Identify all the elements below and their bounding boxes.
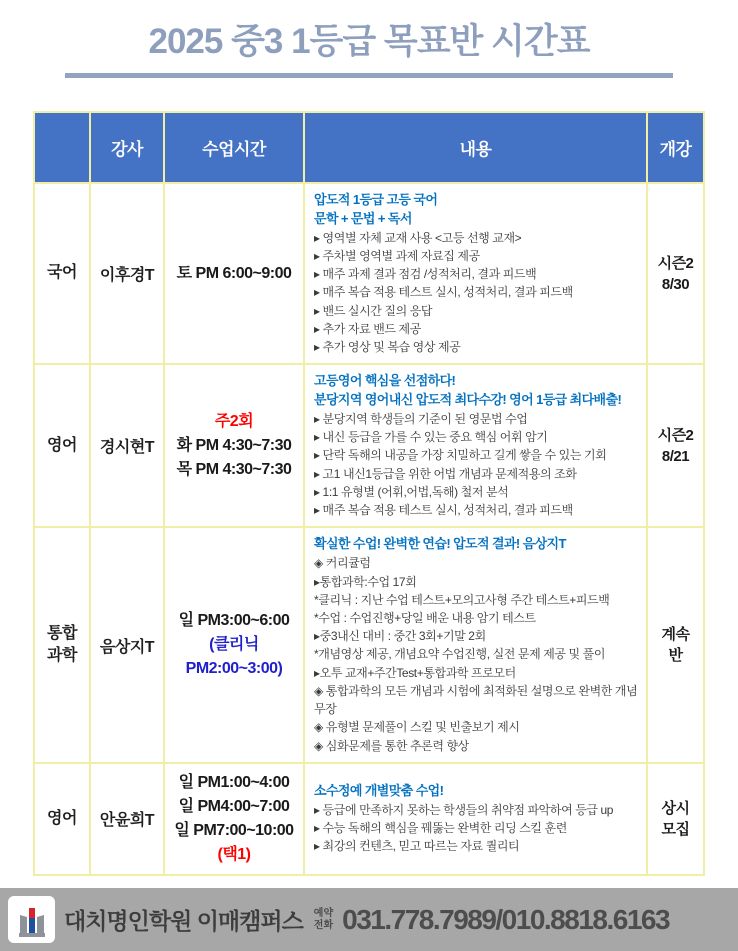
- teacher-cell: 음상지T: [90, 527, 164, 762]
- academy-logo: [8, 896, 55, 943]
- subject-cell: [34, 527, 90, 762]
- opening-cell: [647, 183, 704, 364]
- table-row: [34, 364, 704, 527]
- subject-cell: [34, 364, 90, 527]
- content-line: ▸ 추가 자료 밴드 제공: [314, 321, 421, 336]
- content-cell: [304, 183, 647, 364]
- opening-line: 8/21: [661, 447, 690, 465]
- schedule-line: 일 PM1:00~4:00: [178, 773, 290, 791]
- content-heading-line: 문학 + 문법 + 독서: [314, 210, 412, 226]
- content-line: ▸ 분당지역 학생들의 기준이 된 영문법 수업: [314, 412, 528, 427]
- schedule-line: 일 PM3:00~6:00: [178, 612, 290, 630]
- content-line: ▸ 고1 내신1등급을 위한 어법 개념과 문제적용의 조화: [314, 466, 577, 481]
- schedule-line: 일 PM4:00~7:00: [178, 797, 290, 815]
- subject-line: 통합: [47, 624, 77, 642]
- content-line: ▸ 내신 등급을 가를 수 있는 중요 핵심 어휘 암기: [314, 430, 548, 445]
- content-line: ▸오투 교재+주간Test+통합과학 프로모터: [314, 665, 516, 680]
- content-line: ▸ 주차별 영역별 과제 자료집 제공: [314, 248, 480, 263]
- phone-label-line2: 전화: [313, 919, 334, 931]
- opening-cell: [647, 763, 704, 875]
- content-line: ◈ 심화문제를 통한 추론력 향상: [314, 738, 469, 753]
- schedule-cell: [164, 527, 304, 762]
- phone-label: [314, 908, 333, 931]
- opening-cell: [647, 364, 704, 527]
- content-line: ◈ 통합과학의 모든 개념과 시험에 최적화된 설명으로 완벽한 개념무장: [314, 683, 638, 717]
- schedule-line: 일 PM7:00~10:00: [174, 821, 294, 839]
- timetable: [33, 111, 705, 876]
- schedule-line: 토 PM 6:00~9:00: [176, 264, 292, 282]
- timetable-body: [34, 183, 704, 875]
- content-line: *수업 : 수업진행+당일 배운 내용 암기 테스트: [314, 610, 536, 625]
- content-line: ◈ 커리큘럼: [314, 556, 371, 571]
- content-line: ▸중3내신 대비 : 중간 3회+기말 2회: [314, 629, 486, 644]
- schedule-cell: [164, 763, 304, 875]
- content-heading-line: 압도적 1등급 고등 국어: [314, 192, 438, 207]
- schedule-cell: [164, 364, 304, 527]
- opening-line: 8/30: [661, 275, 690, 293]
- content-cell: [304, 527, 647, 762]
- academy-name: 대치명인학원 이매캠퍼스: [64, 908, 303, 934]
- subject-cell: [34, 763, 90, 875]
- footer: [0, 888, 738, 951]
- content-line: ▸ 영역별 자체 교재 사용 <고등 선행 교재>: [314, 230, 522, 245]
- content-line: ▸ 등급에 만족하지 못하는 학생들의 취약점 파악하여 등급 up: [314, 802, 614, 817]
- opening-line: 모집: [661, 820, 690, 838]
- schedule-line: 화 PM 4:30~7:30: [176, 436, 292, 454]
- content-line: *클리닉 : 지난 수업 테스트+모의고사형 주간 테스트+피드백: [314, 592, 610, 607]
- phone-label-line1: 예약: [313, 908, 334, 919]
- content-cell: [304, 763, 647, 875]
- opening-line: 시즌2: [657, 254, 694, 272]
- opening-line: 상시: [661, 799, 690, 817]
- content-line: ◈ 유형별 문제풀이 스킬 및 빈출보기 제시: [314, 720, 520, 735]
- content-heading-line: 확실한 수업! 완벽한 연습! 압도적 결과! 음상지T: [314, 536, 566, 552]
- header-class-time: 수업시간: [164, 112, 304, 183]
- content-line: ▸ 매주 과제 결과 점검 /성적처리, 결과 피드백: [314, 267, 537, 282]
- opening-line: 계속: [661, 626, 690, 644]
- header-subject: [34, 112, 90, 183]
- opening-cell: [647, 527, 704, 762]
- subject-line: 국어: [47, 264, 77, 282]
- subject-line: 과학: [47, 647, 77, 665]
- content-line: ▸ 추가 영상 및 복습 영상 제공: [314, 340, 461, 355]
- teacher-cell: 이후경T: [90, 183, 164, 364]
- content-line: *개념영상 제공, 개념요약 수업진행, 실전 문제 제공 및 풀이: [314, 647, 606, 662]
- academy-logo-icon: [14, 902, 50, 938]
- content-line: ▸ 단락 독해의 내공을 가장 치밀하고 길게 쌓을 수 있는 기회: [314, 448, 607, 463]
- table-row: [34, 763, 704, 875]
- content-line: ▸ 최강의 컨텐츠, 믿고 따르는 자료 퀄리티: [314, 839, 520, 854]
- opening-line: 시즌2: [657, 426, 694, 444]
- opening-line: 반: [668, 647, 683, 665]
- schedule-line: 주2회: [214, 412, 254, 430]
- title-underline: [65, 73, 673, 78]
- table-row: [34, 183, 704, 364]
- teacher-cell: 경시현T: [90, 364, 164, 527]
- schedule-line: (택1): [217, 845, 251, 863]
- content-line: ▸ 수능 독해의 핵심을 꿰뚫는 완벽한 리딩 스킬 훈련: [314, 821, 567, 836]
- content-line: ▸ 매주 복습 적용 테스트 실시, 성적처리, 결과 피드백: [314, 285, 573, 300]
- schedule-line: 목 PM 4:30~7:30: [176, 460, 292, 478]
- header-content: 내용: [304, 112, 647, 183]
- subject-cell: [34, 183, 90, 364]
- header-opening: 개강: [647, 112, 704, 183]
- content-heading-line: 소수정예 개별맞춤 수업!: [314, 783, 444, 799]
- content-line: ▸ 매주 복습 적용 테스트 실시, 성적처리, 결과 피드백: [314, 503, 573, 518]
- schedule-cell: [164, 183, 304, 364]
- teacher-cell: 안윤희T: [90, 763, 164, 875]
- table-row: [34, 527, 704, 762]
- content-line: ▸통합과학:수업 17회: [314, 574, 417, 589]
- content-heading-line: 고등영어 핵심을 선점하다!: [314, 373, 456, 389]
- content-line: ▸ 밴드 실시간 질의 응답: [314, 303, 433, 318]
- table-header-row: [34, 112, 704, 183]
- subject-line: 영어: [47, 436, 77, 454]
- content-line: ▸ 1:1 유형별 (어휘,어법,독해) 철저 분석: [314, 484, 509, 499]
- subject-line: 영어: [47, 809, 77, 827]
- header-teacher: 강사: [90, 112, 164, 183]
- content-cell: [304, 364, 647, 527]
- schedule-line: (클리닉 PM2:00~3:00): [185, 636, 283, 678]
- phone-number: 031.778.7989/010.8818.6163: [342, 903, 670, 935]
- page-title: 2025 중3 1등급 목표반 시간표: [148, 22, 590, 61]
- content-heading-line: 분당지역 영어내신 압도적 최다수강! 영어 1등급 최다배출!: [314, 392, 622, 408]
